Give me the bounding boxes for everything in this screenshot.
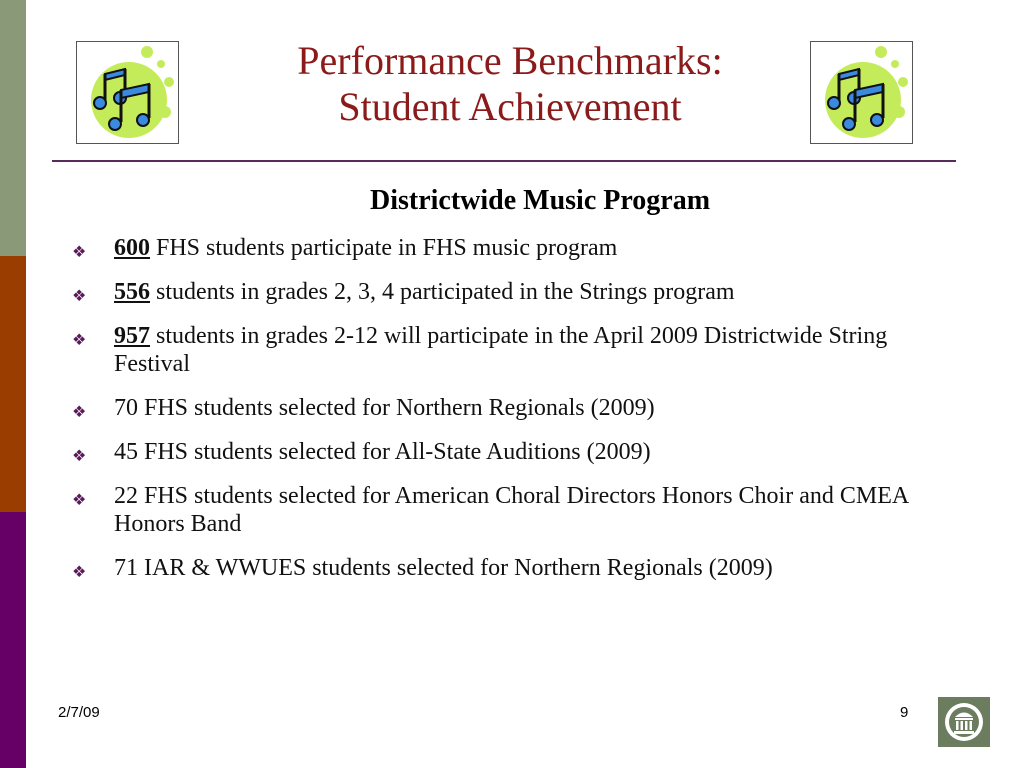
title-divider xyxy=(52,160,956,162)
slide-title xyxy=(180,38,840,130)
page-number: 9 xyxy=(900,704,909,721)
list-item xyxy=(68,278,968,306)
list-item-text: 45 FHS students selected for All-State Auditions (2009) xyxy=(114,439,651,465)
section-heading: Districtwide Music Program xyxy=(369,185,711,216)
list-item xyxy=(68,234,968,262)
list-item-text: 71 IAR & WWUES students selected for Northern Regionals (2009) xyxy=(114,555,773,581)
bullet-list xyxy=(68,234,968,598)
diamond-bullet-icon: ❖ xyxy=(72,244,87,261)
list-item xyxy=(68,394,968,422)
diamond-bullet-icon: ❖ xyxy=(72,448,87,465)
list-item xyxy=(68,482,968,538)
side-band-purple xyxy=(0,512,26,768)
diamond-bullet-icon: ❖ xyxy=(72,492,87,509)
list-item-text: 70 FHS students selected for Northern Regionals (2009) xyxy=(114,395,655,421)
list-item-text: students in grades 2, 3, 4 participated in the Strings program xyxy=(150,279,735,305)
list-item-text: FHS students participate in FHS music program xyxy=(150,235,618,261)
music-notes-icon xyxy=(76,41,179,144)
title-line-1: Performance Benchmarks: xyxy=(297,38,723,83)
list-item xyxy=(68,554,968,582)
diamond-bullet-icon: ❖ xyxy=(72,564,87,581)
list-item xyxy=(68,438,968,466)
footer-date: 2/7/09 xyxy=(58,704,100,721)
highlight-number: 600 xyxy=(114,235,150,261)
music-notes-icon xyxy=(810,41,913,144)
highlight-number: 556 xyxy=(114,279,150,305)
diamond-bullet-icon: ❖ xyxy=(72,404,87,421)
list-item-text: 22 FHS students selected for American Choral Directors Honors Choir and CMEA Honors Band xyxy=(114,483,908,537)
building-logo-icon xyxy=(938,697,990,747)
list-item-text: students in grades 2-12 will participate in the April 2009 Districtwide String Festival xyxy=(114,323,888,377)
diamond-bullet-icon: ❖ xyxy=(72,332,87,349)
highlight-number: 957 xyxy=(114,323,150,349)
list-item xyxy=(68,322,968,378)
side-band-green xyxy=(0,0,26,256)
diamond-bullet-icon: ❖ xyxy=(72,288,87,305)
title-line-2: Student Achievement xyxy=(338,84,682,129)
side-band-orange xyxy=(0,256,26,512)
